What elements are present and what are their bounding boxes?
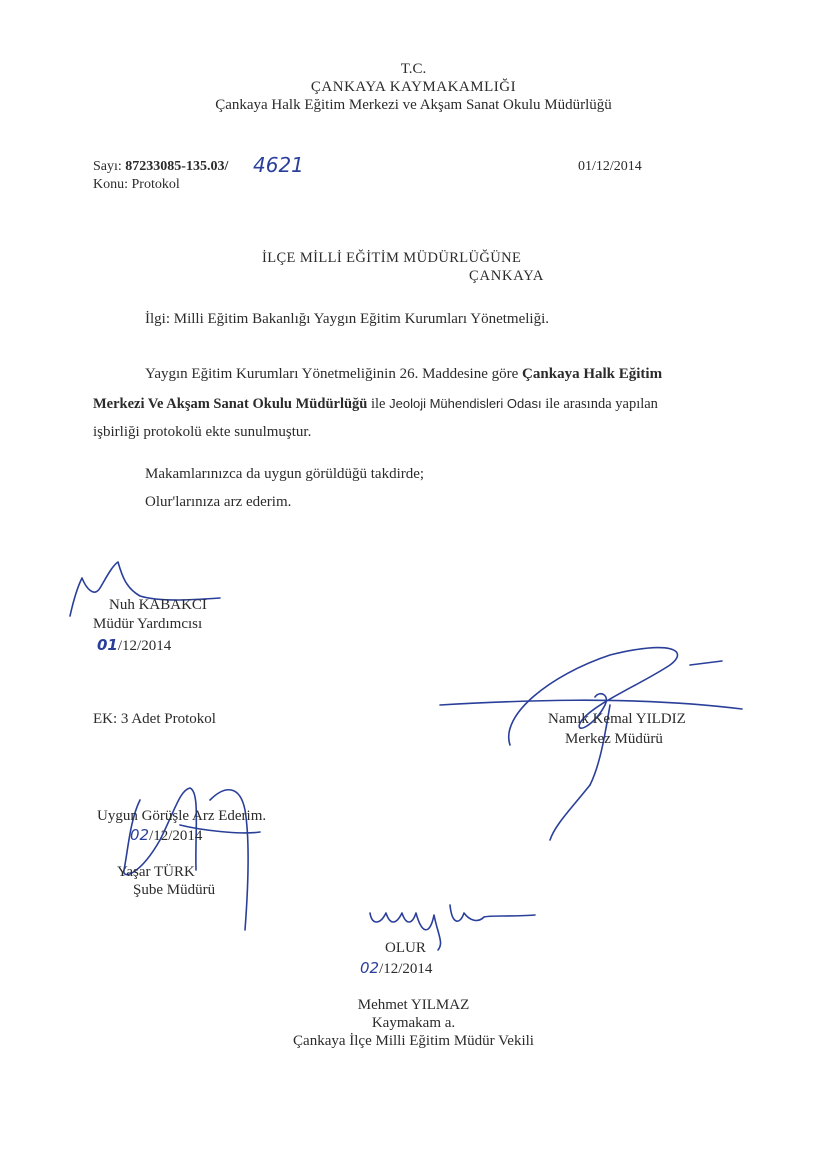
left-signer-date bbox=[97, 636, 171, 655]
left-signer-date-rest: /12/2014 bbox=[117, 638, 172, 654]
reference-code: 87233085-135.03/ bbox=[125, 159, 229, 174]
approval-date-rest: /12/2014 bbox=[379, 961, 433, 977]
reference-handwritten: 4621 bbox=[253, 153, 304, 177]
recipient-city: ÇANKAYA bbox=[469, 268, 545, 284]
sube-date bbox=[130, 826, 202, 845]
left-signer-title: Müdür Yardımcısı bbox=[93, 616, 203, 632]
header-institution: Çankaya Halk Eğitim Merkezi ve Akşam Sanat Okulu Müdürlüğü bbox=[215, 97, 612, 113]
reference-number bbox=[93, 159, 228, 175]
body-line-3: işbirliği protokolü ekte sunulmuştur. bbox=[93, 424, 312, 440]
header-tc: T.C. bbox=[400, 61, 427, 77]
header-kaymakamlik: ÇANKAYA KAYMAKAMLIĞI bbox=[310, 79, 517, 95]
left-signer-name: Nuh KABAKCI bbox=[109, 597, 207, 613]
subject-line: Konu: Protokol bbox=[93, 177, 180, 192]
sube-signer-title: Şube Müdürü bbox=[133, 882, 216, 898]
right-signer-name: Namık Kemal YILDIZ bbox=[548, 711, 686, 727]
left-signer-date-handwritten: 01 bbox=[97, 636, 118, 654]
institution-name-part2: Merkezi Ve Akşam Sanat Okulu Müdürlüğü bbox=[93, 396, 368, 412]
partner-organization: Jeoloji Mühendisleri Odası bbox=[389, 396, 542, 411]
body-connector-1: ile bbox=[367, 396, 390, 412]
approval-date-handwritten: 02 bbox=[360, 959, 380, 977]
approval-date bbox=[360, 959, 432, 978]
approval-signer-name: Mehmet YILMAZ bbox=[357, 997, 470, 1013]
sube-recommendation: Uygun Görüşle Arz Ederim. bbox=[97, 808, 267, 824]
body-connector-2: ile arasında yapılan bbox=[541, 396, 658, 412]
document-date: 01/12/2014 bbox=[578, 159, 642, 174]
right-signer-title: Merkez Müdürü bbox=[565, 731, 663, 747]
approval-olur: OLUR bbox=[385, 940, 426, 956]
reference-label: Sayı: bbox=[93, 159, 122, 174]
recipient-office: İLÇE MİLLİ EĞİTİM MÜDÜRLÜĞÜNE bbox=[262, 250, 522, 266]
approval-signer-role: Kaymakam a. bbox=[371, 1015, 456, 1031]
sube-date-handwritten: 02 bbox=[130, 826, 150, 844]
institution-name-part1: Çankaya Halk Eğitim bbox=[522, 366, 663, 382]
sube-signer-name: Yaşar TÜRK bbox=[117, 864, 195, 880]
signature-yasar-turk bbox=[100, 780, 270, 940]
reference-regulation: İlgi: Milli Eğitim Bakanlığı Yaygın Eğitim Kurumları Yönetmeliği. bbox=[145, 311, 550, 327]
body-line-1 bbox=[145, 366, 662, 383]
body-line-2 bbox=[93, 396, 658, 413]
body-line-5: Olur'larınıza arz ederim. bbox=[145, 494, 292, 510]
body-line-1-text: Yaygın Eğitim Kurumları Yönetmeliğinin 26. Maddesine göre bbox=[145, 366, 523, 382]
attachment-note: EK: 3 Adet Protokol bbox=[93, 711, 216, 727]
approval-signer-title: Çankaya İlçe Milli Eğitim Müdür Vekili bbox=[293, 1033, 534, 1049]
body-line-4: Makamlarınızca da uygun görüldüğü takdirde; bbox=[145, 466, 425, 482]
sube-date-rest: /12/2014 bbox=[149, 828, 203, 844]
